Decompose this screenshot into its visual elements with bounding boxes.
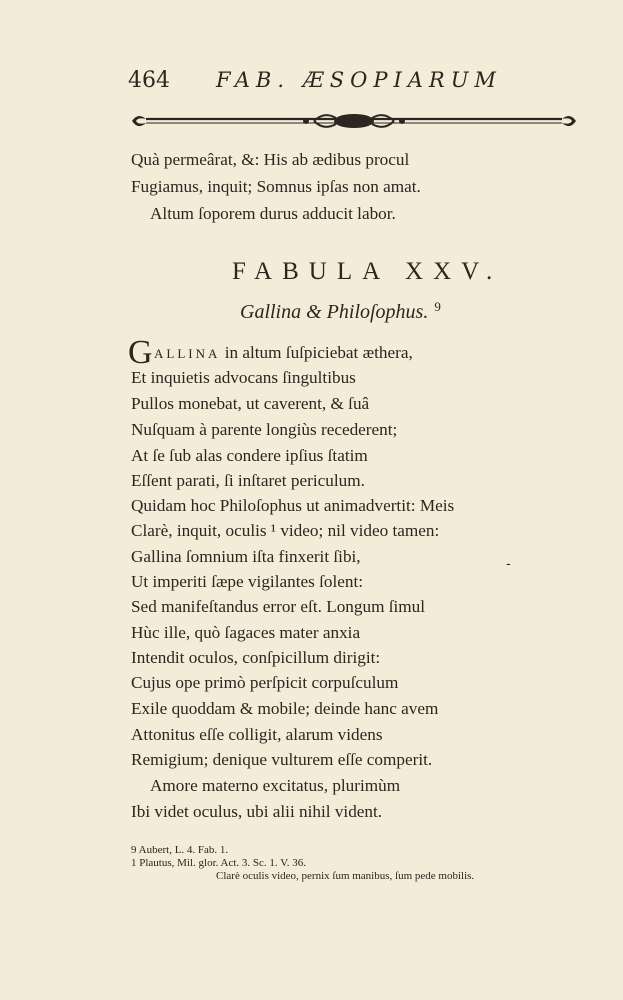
stray-mark: - (506, 556, 511, 572)
verse-line: Ibi videt oculus, ubi alii nihil vident. (131, 802, 383, 821)
verse-line: Quà permeârat, &: His ab ædibus procul (131, 150, 410, 169)
verse-line: Intendit oculos, conſpicillum dirigit: (131, 648, 381, 667)
verse-line: Eſſent parati, ſi inſtaret periculum. (131, 471, 365, 490)
verse-line: Fugiamus, inquit; Somnus ipſas non amat. (131, 177, 421, 196)
footnote-continuation: Clarè oculis video, pernix ſum manibus, ſum pede mobilis. (216, 870, 475, 882)
verse-line: Cujus ope primò perſpicit corpuſculum (131, 673, 399, 692)
subtitle-text: Gallina & Philoſophus. (240, 301, 429, 323)
verse-line: Gallina ſomnium iſta finxerit ſibi, (131, 547, 361, 566)
page-header (128, 68, 568, 102)
fable-title: FABULA XXV. (232, 258, 503, 285)
verse-line: Pullos monebat, ut caverent, & ſuâ (131, 394, 370, 413)
drop-cap: G (128, 334, 153, 371)
page-number: 464 (128, 68, 170, 93)
first-verse-line (154, 344, 413, 361)
verse-line: Et inquietis advocans ſingultibus (131, 368, 356, 387)
decorative-rule-ornament-icon (128, 110, 580, 132)
verse-line: Hùc ille, quò ſagaces mater anxia (131, 623, 361, 642)
fable-subtitle (240, 301, 441, 324)
footnote: 9 Aubert, L. 4. Fab. 1. (131, 844, 229, 856)
verse-line: At ſe ſub alas condere ipſius ſtatim (131, 446, 368, 465)
running-title: FAB. ÆSOPIARUM (216, 68, 502, 92)
verse-line: Clarè, inquit, oculis ¹ video; nil video tamen: (131, 521, 440, 540)
verse-line: Altum ſoporem durus adducit labor. (150, 204, 396, 223)
verse-line: Sed manifeſtandus error eſt. Longum ſimul (131, 597, 426, 616)
verse-line: Nuſquam à parente longiùs recederent; (131, 420, 398, 439)
verse-line: Quidam hoc Philoſophus ut animadvertit: Meis (131, 496, 455, 515)
footnote: 1 Plautus, Mil. glor. Act. 3. Sc. 1. V. 36. (131, 857, 307, 869)
verse-line: Remigium; denique vulturem eſſe comperit. (131, 750, 433, 769)
verse-line: Amore materno excitatus, plurimùm (150, 776, 401, 795)
footnote-ref: 9 (434, 299, 441, 314)
first-line-rest: in altum ſuſpiciebat æthera, (224, 343, 413, 362)
first-word-smallcaps: ALLINA (154, 346, 221, 361)
verse-line: Ut imperiti ſæpe vigilantes ſolent: (131, 572, 363, 591)
verse-line: Attonitus eſſe colligit, alarum videns (131, 725, 383, 744)
verse-line: Exile quoddam & mobile; deinde hanc avem (131, 699, 439, 718)
